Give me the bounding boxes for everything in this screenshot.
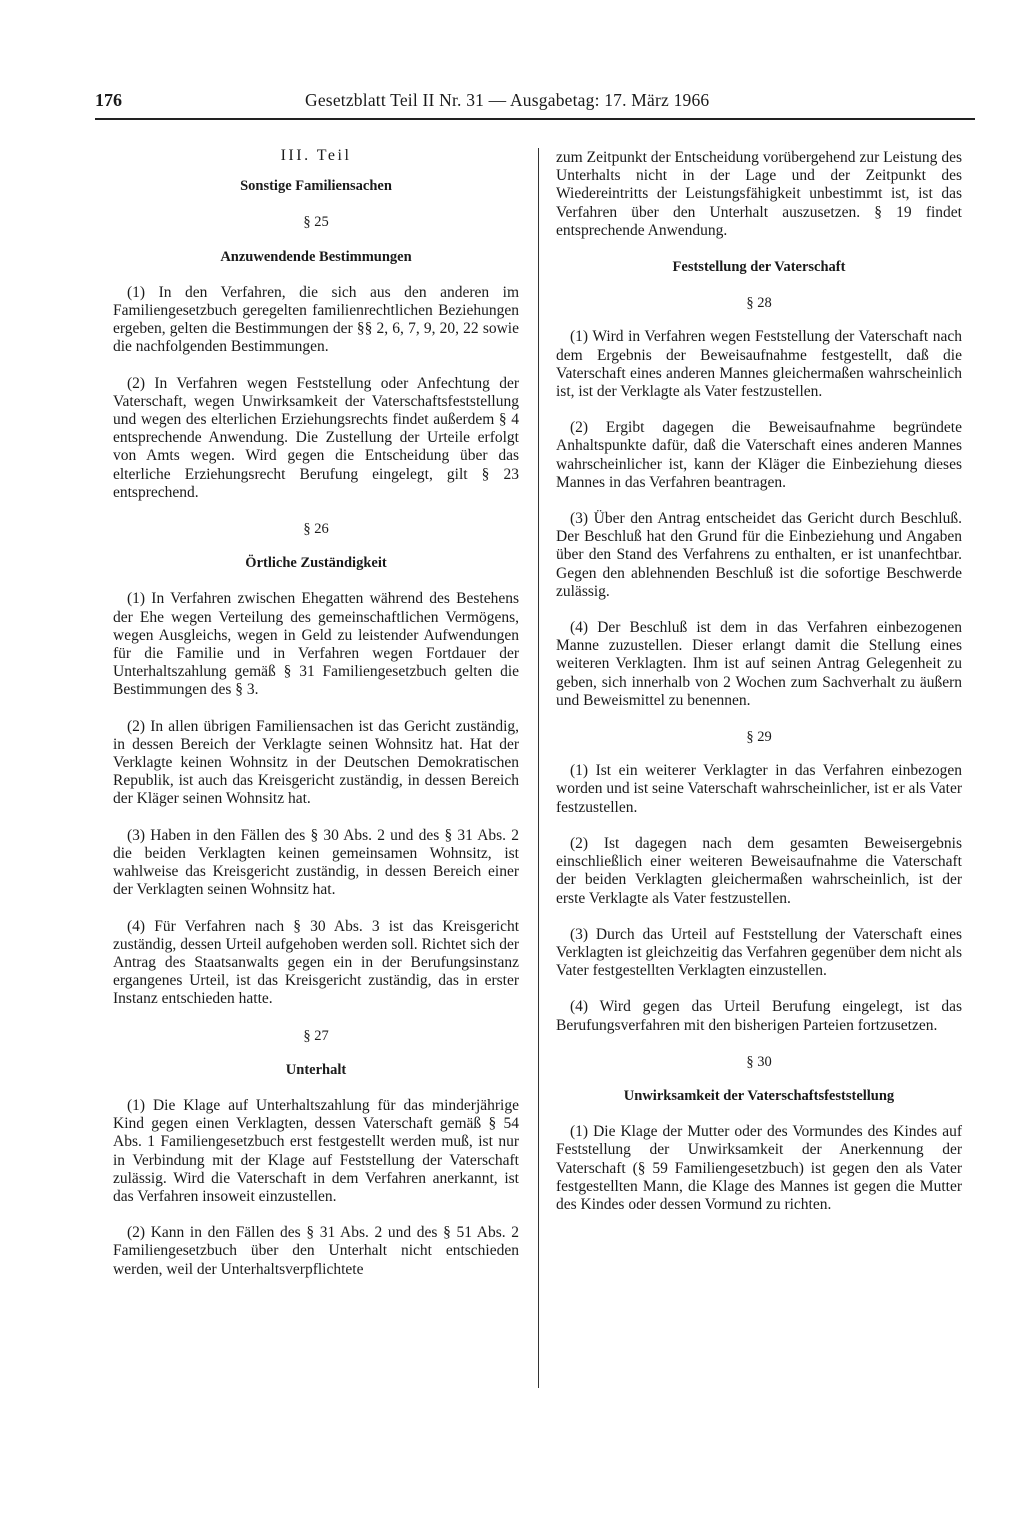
section-26-paragraph-4: (4) Für Verfahren nach § 30 Abs. 3 ist das Kreisgericht zuständig, dessen Urteil aufgehoben werden soll. Richtet sich der Antrag des Staatsanwalts gegen ein in der Berufungsinstanz ergangenes Urteil, ist das Kreisgericht zuständig, das in erster Instanz entschieden hatte.	[113, 917, 519, 1008]
left-column	[113, 147, 519, 1297]
section-30-paragraph-1: (1) Die Klage der Mutter oder des Vormundes des Kindes auf Feststellung der Unwirksamkeit der Anerkennung der Vaterschaft (§ 59 Familiengesetzbuch) ist gegen den als Vater festgestellten Mann, die Klage des Mannes ist gegen die Mutter des Kindes oder dessen Vormund zu richten.	[556, 1123, 962, 1213]
section-29-number: § 29	[746, 729, 772, 746]
section-26-paragraph-1: (1) In Verfahren zwischen Ehegatten während des Bestehens der Ehe wegen Verteilung des gemeinschaftlichen Vermögens, wegen Ausgleichs, wegen in Geld zu leistender Aufwendungen für die Familie und in Verfahren wegen Fortdauer der Unterhaltszahlung gemäß § 31 Familiengesetzbuch gelten die Bestimmungen des § 3.	[113, 590, 519, 699]
section-26-paragraph-3: (3) Haben in den Fällen des § 30 Abs. 2 und des § 31 Abs. 2 die beiden Verklagten keinen gemeinsamen Wohnsitz, ist wahlweise das Kreisgericht zuständig, in dessen Bereich einer der Verklagten seinen Wohnsitz hat.	[113, 826, 519, 899]
section-28-paragraph-3: (3) Über den Antrag entscheidet das Gericht durch Beschluß. Der Beschluß hat den Grund für die Einbeziehung und Angaben über den Stand des Verfahrens zu enthalten, er ist unanfechtbar. Gegen den ablehnenden Beschluß ist die sofortige Beschwerde zulässig.	[556, 510, 962, 600]
gazette-header-title: Gesetzblatt Teil II Nr. 31 — Ausgabetag: 17. März 1966	[305, 90, 710, 110]
section-27-number: § 27	[303, 1027, 329, 1044]
section-26-number: § 26	[303, 521, 329, 538]
section-27-paragraph-2-start: (2) Kann in den Fällen des § 31 Abs. 2 und des § 51 Abs. 2 Familiengesetzbuch über den Unterhalt nicht entschieden werden, weil der Unterhaltsverpflichtete	[113, 1224, 519, 1278]
section-29-paragraph-4: (4) Wird gegen das Urteil Berufung eingelegt, ist das Berufungsverfahren mit den bisherigen Parteien fortzusetzen.	[556, 998, 962, 1034]
section-25-heading: Anzuwendende Bestimmungen	[220, 248, 412, 265]
section-30-heading: Unwirksamkeit der Vaterschaftsfeststellung	[623, 1087, 895, 1104]
section-29-paragraph-3: (3) Durch das Urteil auf Feststellung der Vaterschaft eines Verklagten ist gleichzeitig das Verfahren gegenüber dem nicht als Vater festgestellten Verklagten einzustellen.	[556, 925, 963, 980]
section-28-paragraph-1: (1) Wird in Verfahren wegen Feststellung der Vaterschaft nach dem Ergebnis der Beweisaufnahme festgestellt, daß die Vaterschaft eines anderen Mannes gleichermaßen wahrscheinlich ist, ist der Verklagte als Vater festzustellen.	[556, 328, 962, 401]
section-26-paragraph-2: (2) In allen übrigen Familiensachen ist das Gericht zuständig, in dessen Bereich der Verklagte seinen Wohnsitz hat. Hat der Verklagte keinen Wohnsitz in der Deutschen Demokratischen Republik, ist auch das Kreisgericht zuständig, in dessen Bereich der Kläger seinen Wohnsitz hat.	[113, 717, 519, 808]
right-column	[556, 149, 962, 1232]
section-27-paragraph-2-continued: zum Zeitpunkt der Entscheidung vorübergehend zur Leistung des Unterhalts nicht in der Lage und der Zeitpunkt des Wiedereintritts der Leistungsfähigkeit unbestimmt ist, ist das Verfahren über den Unterhalt auszusetzen. § 19 findet entsprechende Anwendung.	[556, 149, 962, 239]
section-25-paragraph-2: (2) In Verfahren wegen Feststellung oder Anfechtung der Vaterschaft, wegen Unwirksamkeit der Vaterschaftsfeststellung und wegen des elterlichen Erziehungsrechts findet außerdem § 4 entsprechende Anwendung. Die Zustellung der Urteile erfolgt von Amts wegen. Wird gegen die Entscheidung über das elterliche Erziehungsrecht Berufung eingelegt, gilt § 23 entsprechend.	[113, 374, 519, 501]
header-rule	[95, 118, 975, 120]
part-heading: Sonstige Familiensachen	[240, 178, 392, 195]
section-25-paragraph-1: (1) In den Verfahren, die sich aus den anderen im Familiengesetzbuch geregelten familienrechtlichen Beziehungen ergeben, gelten die Bestimmungen der §§ 2, 6, 7, 9, 20, 22 sowie die nachfolgenden Bestimmungen.	[113, 283, 519, 356]
section-29-paragraph-1: (1) Ist ein weiterer Verklagter in das Verfahren einbezogen worden und ist seine Vaterschaft wahrscheinlicher, ist er als Vater festzustellen.	[556, 762, 962, 816]
column-divider	[538, 148, 539, 1388]
section-28-paragraph-2: (2) Ergibt dagegen die Beweisaufnahme begründete Anhaltspunkte dafür, daß die Vaterschaft eines anderen Mannes wahrscheinlicher ist, kann der Kläger die Einbeziehung dieses Mannes in das Verfahren beantragen.	[556, 419, 962, 491]
section-30-number: § 30	[746, 1053, 772, 1070]
section-28-number: § 28	[746, 295, 772, 312]
section-27-heading: Unterhalt	[285, 1061, 347, 1078]
section-25-number: § 25	[303, 214, 329, 231]
section-29-paragraph-2: (2) Ist dagegen nach dem gesamten Beweisergebnis einschließlich einer weiteren Beweisaufnahme die Vaterschaft der beiden Verklagten gleichermaßen wahrscheinlich, ist der erste Verklagte als Vater festzustellen.	[556, 834, 962, 907]
subheading-paternity: Feststellung der Vaterschaft	[672, 259, 846, 276]
section-26-heading: Örtliche Zuständigkeit	[245, 555, 387, 572]
section-27-paragraph-1: (1) Die Klage auf Unterhaltszahlung für das minderjährige Kind gegen einen Verklagten, dessen Vaterschaft gemäß § 54 Abs. 1 Familiengesetzbuch erst festgestellt werden muß, ist nur in Verbindung mit der Klage auf Feststellung der Vaterschaft zulässig. Wird die Vaterschaft in dem Verfahren anerkannt, ist das Verfahren insoweit einzustellen.	[113, 1096, 519, 1205]
page-number: 176	[95, 90, 122, 110]
page-header	[95, 86, 975, 122]
part-title: III. Teil	[280, 147, 352, 164]
section-28-paragraph-4: (4) Der Beschluß ist dem in das Verfahren einbezogenen Manne zuzustellen. Dieser erlangt damit die Stellung eines weiteren Verklagten. Ihm ist auf seinen Antrag Gelegenheit zu geben, sich innerhalb von 2 Wochen zum Sachverhalt zu äußern und Beweismittel zu benennen.	[556, 619, 962, 709]
